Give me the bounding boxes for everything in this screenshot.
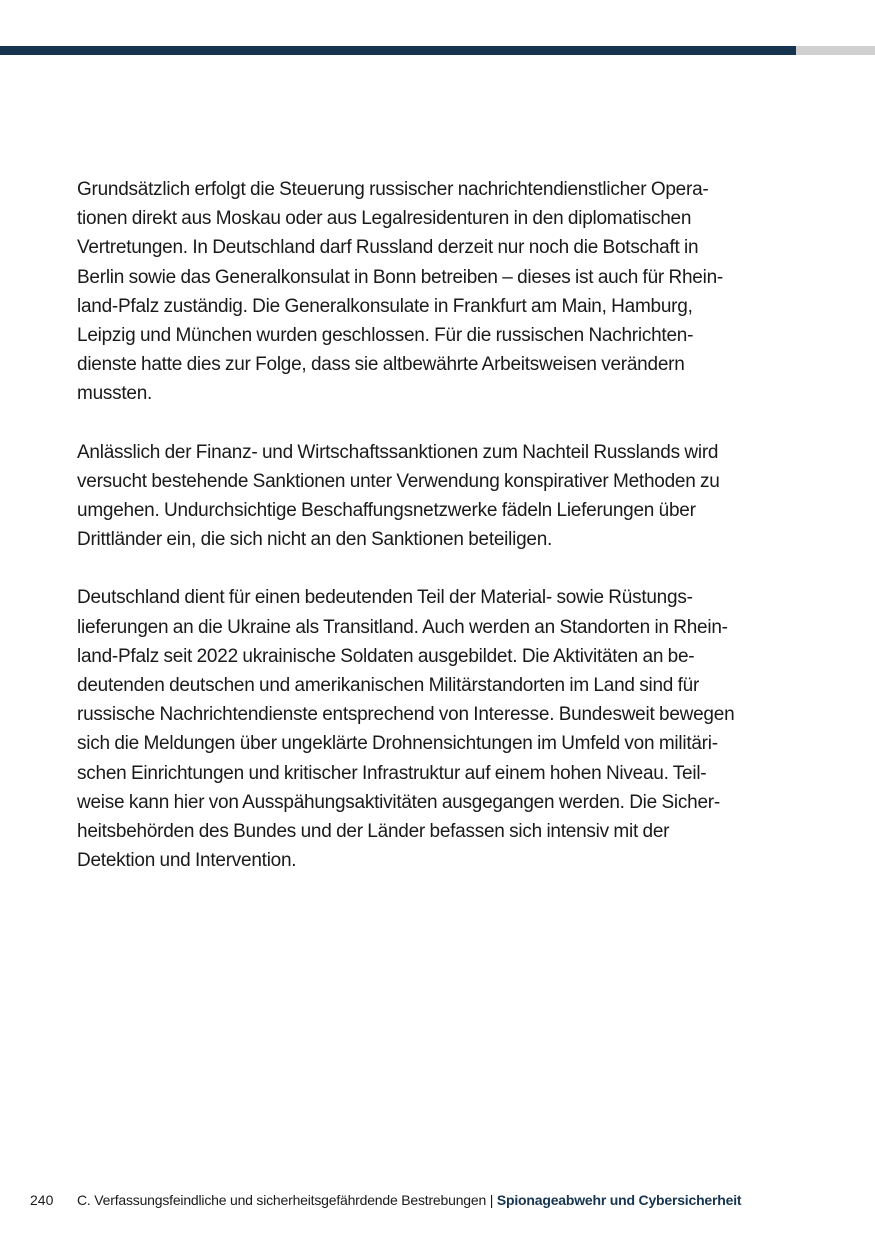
text-line: land-Pfalz zuständig. Die Generalkonsulate in Frankfurt am Main, Hamburg, — [77, 295, 693, 317]
text-line: deutenden deutschen und amerikanischen Militärstandorten im Land sind für — [77, 675, 700, 697]
text-line: lieferungen an die Ukraine als Transitland. Auch werden an Standorten in Rhein- — [77, 616, 728, 638]
text-line: mussten. — [77, 383, 153, 405]
text-line: weise kann hier von Ausspähungsaktivitäten ausgegangen werden. Die Sicher- — [77, 791, 720, 813]
text-line: Berlin sowie das Generalkonsulat in Bonn betreiben – dieses ist auch für Rhein- — [77, 266, 723, 288]
footer-chapter: C. Verfassungsfeindliche und sicherheitsgefährdende Bestrebungen — [77, 1192, 487, 1208]
text-line: Leipzig und München wurden geschlossen. Für die russischen Nachrichten- — [77, 325, 694, 347]
text-line: dienste hatte dies zur Folge, dass sie altbewährte Arbeitsweisen verändern — [77, 354, 685, 376]
text-line: heitsbehörden des Bundes und der Länder befassen sich intensiv mit der — [77, 821, 670, 843]
text-line: umgehen. Undurchsichtige Beschaffungsnetzwerke fädeln Lieferungen über — [77, 500, 696, 522]
footer-separator: | — [486, 1192, 497, 1208]
text-line: tionen direkt aus Moskau oder aus Legalresidenturen in den diplomatischen — [77, 208, 692, 230]
text-line: Anlässlich der Finanz- und Wirtschaftssanktionen zum Nachteil Russlands wird — [77, 441, 719, 463]
text-line: schen Einrichtungen und kritischer Infrastruktur auf einem hohen Niveau. Teil- — [77, 762, 707, 784]
text-line: Vertretungen. In Deutschland darf Russland derzeit nur noch die Botschaft in — [77, 237, 699, 259]
text-line: Drittländer ein, die sich nicht an den Sanktionen beteiligen. — [77, 529, 553, 551]
text-line: sich die Meldungen über ungeklärte Drohnensichtungen im Umfeld von militäri- — [77, 733, 718, 755]
paragraph-2 — [77, 438, 789, 555]
paragraph-3 — [77, 583, 789, 875]
text-line: versucht bestehende Sanktionen unter Verwendung konspirativer Methoden zu — [77, 470, 720, 492]
text-line: russische Nachrichtendienste entsprechend von Interesse. Bundesweit bewegen — [77, 704, 735, 726]
text-line: Detektion und Intervention. — [77, 850, 297, 872]
body-text — [77, 175, 789, 904]
page-number: 240 — [30, 1192, 54, 1208]
text-line: Deutschland dient für einen bedeutenden Teil der Material- sowie Rüstungs- — [77, 587, 693, 609]
text-line: Grundsätzlich erfolgt die Steuerung russischer nachrichtendienstlicher Opera- — [77, 179, 709, 200]
footer-section: Spionageabwehr und Cybersicherheit — [496, 1192, 742, 1208]
paragraph-1 — [77, 175, 789, 409]
header-accent-bar — [0, 46, 796, 55]
text-line: land-Pfalz seit 2022 ukrainische Soldaten ausgebildet. Die Aktivitäten an be- — [77, 645, 695, 667]
footer-running-title — [77, 1189, 741, 1211]
page-footer — [0, 1189, 875, 1211]
header-accent-bar-end — [796, 46, 875, 55]
